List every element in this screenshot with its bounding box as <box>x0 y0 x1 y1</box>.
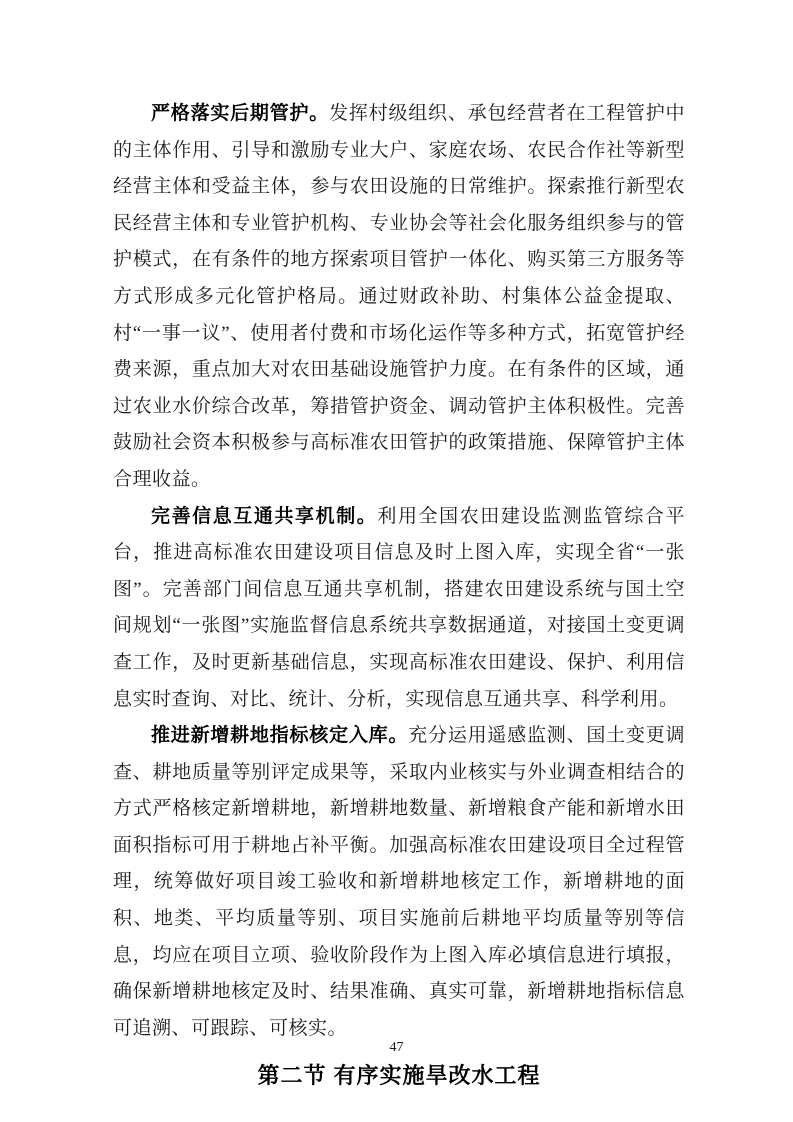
paragraph-post-construction-management <box>113 96 685 499</box>
paragraph-lead-bold: 完善信息互通共享机制。 <box>151 505 378 527</box>
paragraph-information-sharing <box>113 499 685 719</box>
page-number: 47 <box>389 1040 404 1055</box>
paragraph-text: 利用全国农田建设监测监管综合平台，推进高标准农田建设项目信息及时上图入库，实现全省“一张图”。完善部门间信息互通共享机制，搭建农田建设系统与国土空间规划“一张图”实施监督信息系统共享数据通道，对接国土变更调查工作，及时更新基础信息，实现高标准农田建设、保护、利用信息实时查询、对比、统计、分析，实现信息互通共享、科学利用。 <box>113 505 685 710</box>
paragraph-lead-bold: 推进新增耕地指标核定入库。 <box>151 725 409 747</box>
section-heading: 第二节 有序实施旱改水工程 <box>257 1063 541 1089</box>
document-body <box>113 96 685 1093</box>
paragraph-text: 发挥村级组织、承包经营者在工程管护中的主体作用、引导和激励专业大户、家庭农场、农民合作社等新型经营主体和受益主体，参与农田设施的日常维护。探索推行新型农民经营主体和专业管护机构、专业协会等社会化服务组织参与的管护模式，在有条件的地方探索项目管护一体化、购买第三方服务等方式形成多元化管护格局。通过财政补助、村集体公益金提取、村“一事一议”、使用者付费和市场化运作等多种方式，拓宽管护经费来源，重点加大对农田基础设施管护力度。在有条件的区域，通过农业水价综合改革，筹措管护资金、调动管护主体积极性。完善鼓励社会资本积极参与高标准农田管护的政策措施、保障管护主体合理收益。 <box>113 103 685 490</box>
paragraph-lead-bold: 严格落实后期管护。 <box>151 103 330 124</box>
paragraph-text: 充分运用遥感监测、国土变更调查、耕地质量等别评定成果等，采取内业核实与外业调查相结合的方式严格核定新增耕地，新增耕地数量、新增粮食产能和新增水田面积指标可用于耕地占补平衡。加强高标准农田建设项目全过程管理，统筹做好项目竣工验收和新增耕地核定工作，新增耕地的面积、地类、平均质量等别、项目实施前后耕地平均质量等别等信息，均应在项目立项、验收阶段作为上图入库必填信息进行填报，确保新增耕地核定及时、结果准确、真实可靠，新增耕地指标信息可追溯、可跟踪、可核实。 <box>113 725 685 1039</box>
paragraph-new-farmland-indicators <box>113 718 685 1047</box>
